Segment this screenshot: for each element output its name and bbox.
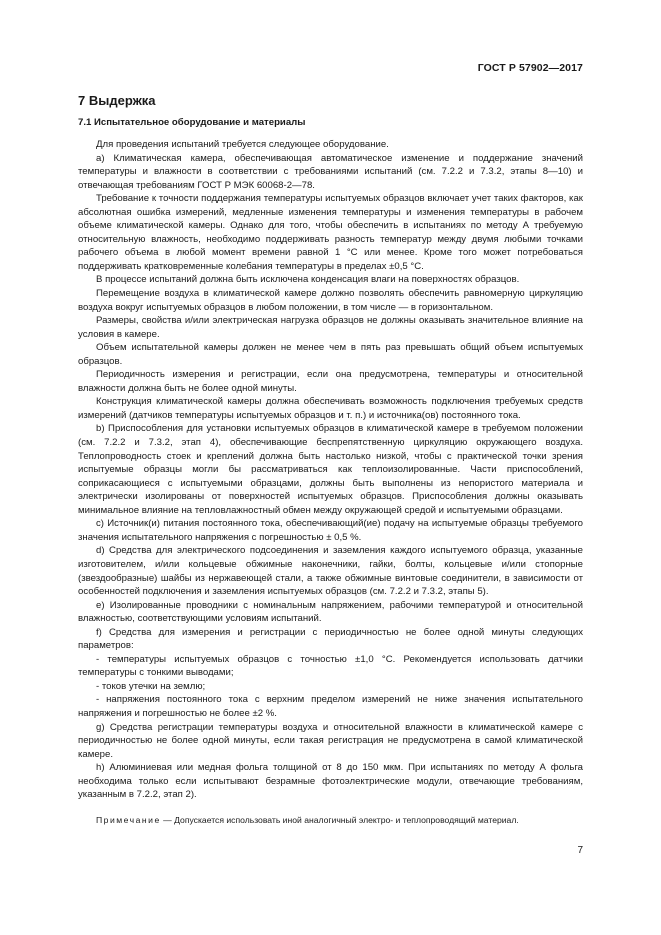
- paragraph: а) Климатическая камера, обеспечивающая автоматическое изменение и поддержание значений температуры и влажности в соответствии с требованиями испытаний (см. 7.2.2 и 7.3.2, этапы 8—10) и отвечающая требованиям ГОСТ Р МЭК 60068-2—78.: [78, 152, 583, 191]
- section-title: 7 Выдержка: [78, 93, 156, 108]
- paragraph: Объем испытательной камеры должен не менее чем в пять раз превышать общий объем испытуемых образцов.: [78, 342, 583, 367]
- paragraph: h) Алюминиевая или медная фольга толщиной от 8 до 150 мкм. При испытаниях по методу А фольга необходима только если испытывают безрамные фотоэлектрические модули, отвечающие требованиям, указанным в 7.2.2, этап 2).: [78, 762, 583, 801]
- paragraph: Периодичность измерения и регистрации, если она предусмотрена, температуры и относительной влажности должна быть не более одной минуты.: [78, 369, 583, 394]
- paragraph: Размеры, свойства и/или электрическая нагрузка образцов не должны оказывать значительное влияние на условия в камере.: [78, 315, 583, 340]
- paragraph: Для проведения испытаний требуется следующее оборудование.: [96, 139, 389, 150]
- paragraph: c) Источник(и) питания постоянного тока, обеспечивающий(ие) подачу на испытуемые образцы требуемого значения испытательного напряжения с погрешностью ± 0,5 %.: [78, 518, 583, 543]
- paragraph: b) Приспособления для установки испытуемых образцов в климатической камере в требуемом положении (см. 7.2.2 и 7.3.2, этап 4), обеспечивающие беспрепятственную циркуляцию окружающего воздуха. Теплопроводность стоек и креплений должна быть настолько низкой, чтобы с практической точки зрения испытуемые образцы могли бы рассматриваться как теплоизолированные. Части приспособлений, соприкасающиеся с испытуемыми образцами, должны быть выполнены из непористого материала и электрически изолированы от поверхностей испытуемых образцов. Приспособления должны оказывать минимальное влияние на тепловлажностный обмен между окружающей средой и испытуемыми образцами.: [78, 423, 583, 516]
- subsection-title: 7.1 Испытательное оборудование и материалы: [78, 117, 306, 128]
- paragraph: g) Средства регистрации температуры воздуха и относительной влажности в климатической камере с периодичностью не более одной минуты, если такая регистрация не предусмотрена в самой климатической камере.: [78, 721, 583, 760]
- paragraph: Конструкция климатической камеры должна обеспечивать возможность подключения требуемых средств измерений (датчиков температуры испытуемых образцов и т. п.) и источника(ов) постоянного тока.: [78, 396, 583, 421]
- paragraph: - токов утечки на землю;: [96, 680, 206, 692]
- paragraph: - температуры испытуемых образцов с точностью ±1,0 °С. Рекомендуется использовать датчики температуры с тонкими выводами;: [78, 653, 583, 679]
- note-label: Примечание: [96, 814, 161, 825]
- paragraph: d) Средства для электрического подсоединения и заземления каждого испытуемого образца, указанные изготовителем, и/или кольцевые обжимные наконечники, гайки, болты, кольцевые и/или стопорные (звездообразные) шайбы из нержавеющей стали, а также обжимные винтовые соединители, в зависимости от особенностей подключения и заземления испытуемых образцов (см. 7.2.2 и 7.3.2, этапы 5).: [78, 545, 583, 598]
- standard-header: ГОСТ Р 57902—2017: [477, 62, 583, 74]
- page-content: [78, 93, 583, 826]
- page-number: 7: [577, 845, 583, 856]
- paragraph: В процессе испытаний должна быть исключена конденсация влаги на поверхностях образцов.: [96, 274, 520, 286]
- paragraph: - напряжения постоянного тока с верхним пределом измерений не ниже значения испытательного напряжения и погрешностью не более ±2 %.: [78, 694, 583, 719]
- paragraph: Перемещение воздуха в климатической камере должно позволять обеспечить равномерную циркуляцию воздуха вокруг испытуемых образцов в любом положении, в том числе — в горизонтальном.: [78, 288, 583, 313]
- paragraph: e) Изолированные проводники с номинальным напряжением, рабочими температурой и относительной влажностью, соответствующими условиям испытаний.: [78, 599, 583, 625]
- note: [78, 814, 583, 826]
- paragraph: Требование к точности поддержания температуры испытуемых образцов включает учет таких факторов, как абсолютная ошибка измерений, медленные изменения температуры и изменения температуры в рабочем объеме климатической камеры. Однако для того, чтобы обеспечить в испытаниях по методу А требуемую относительную влажность, необходимо поддерживать разность температур между двумя любыми точками рабочего объема в любой момент времени равной 1 °С или менее. Кроме того может потребоваться поддерживать кратковременные колебания температуры в пределах ±0,5 °С.: [78, 193, 583, 272]
- paragraph: f) Средства для измерения и регистрации с периодичностью не более одной минуты следующих параметров:: [78, 626, 583, 652]
- note-text: — Допускается использовать иной аналогичный электро- и теплопроводящий материал.: [160, 814, 519, 825]
- body-text: [78, 138, 583, 826]
